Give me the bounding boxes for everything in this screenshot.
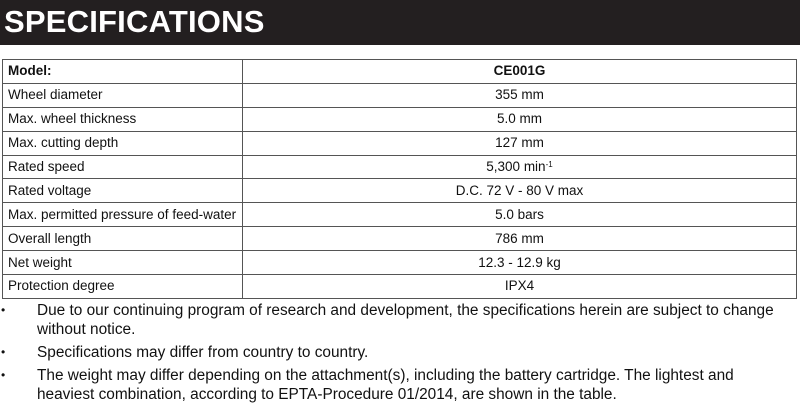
bullet-icon: • (1, 368, 6, 382)
note-text: The weight may differ depending on the attachment(s), including the battery cartridge. The lightest and heaviest combination, according to EPTA-Procedure 01/2014, are shown in the table. (37, 367, 734, 403)
row-label: Max. wheel thickness (3, 107, 243, 131)
row-value: 786 mm (243, 227, 797, 251)
rated-speed-exponent: -1 (545, 160, 553, 169)
row-value: D.C. 72 V - 80 V max (243, 179, 797, 203)
row-label: Net weight (3, 251, 243, 275)
row-value: 5.0 mm (243, 107, 797, 131)
row-label: Rated speed (3, 155, 243, 179)
note-text: Specifications may differ from country to country. (37, 344, 369, 361)
row-label: Max. cutting depth (3, 131, 243, 155)
notes-list (0, 301, 798, 408)
table-row-wheel-diameter (3, 83, 797, 107)
model-value: CE001G (243, 60, 797, 84)
row-value: 355 mm (243, 83, 797, 107)
row-label: Wheel diameter (3, 83, 243, 107)
specifications-table (2, 59, 797, 299)
table-row-max-cutting-depth (3, 131, 797, 155)
table-row-feed-water-pressure (3, 203, 797, 227)
row-label: Protection degree (3, 275, 243, 299)
row-value: 5.0 bars (243, 203, 797, 227)
model-label: Model: (3, 60, 243, 84)
table-row-rated-voltage (3, 179, 797, 203)
list-item (0, 301, 798, 339)
list-item (0, 343, 798, 362)
row-value: 127 mm (243, 131, 797, 155)
section-header (0, 0, 800, 45)
table-header-row (3, 60, 797, 84)
table-row-protection-degree (3, 275, 797, 299)
bullet-icon: • (1, 303, 6, 317)
list-item (0, 366, 798, 404)
row-label: Rated voltage (3, 179, 243, 203)
row-value (243, 155, 797, 179)
table-row-max-wheel-thickness (3, 107, 797, 131)
note-text: Due to our continuing program of research and development, the specifications herein are subject to change without notice. (37, 302, 774, 338)
row-value: 12.3 - 12.9 kg (243, 251, 797, 275)
row-label: Max. permitted pressure of feed-water (3, 203, 243, 227)
page-title: SPECIFICATIONS (4, 4, 265, 39)
rated-speed-value: 5,300 min (486, 159, 546, 174)
bullet-icon: • (1, 345, 6, 359)
table-row-rated-speed (3, 155, 797, 179)
table-row-overall-length (3, 227, 797, 251)
table-row-net-weight (3, 251, 797, 275)
row-value: IPX4 (243, 275, 797, 299)
row-label: Overall length (3, 227, 243, 251)
